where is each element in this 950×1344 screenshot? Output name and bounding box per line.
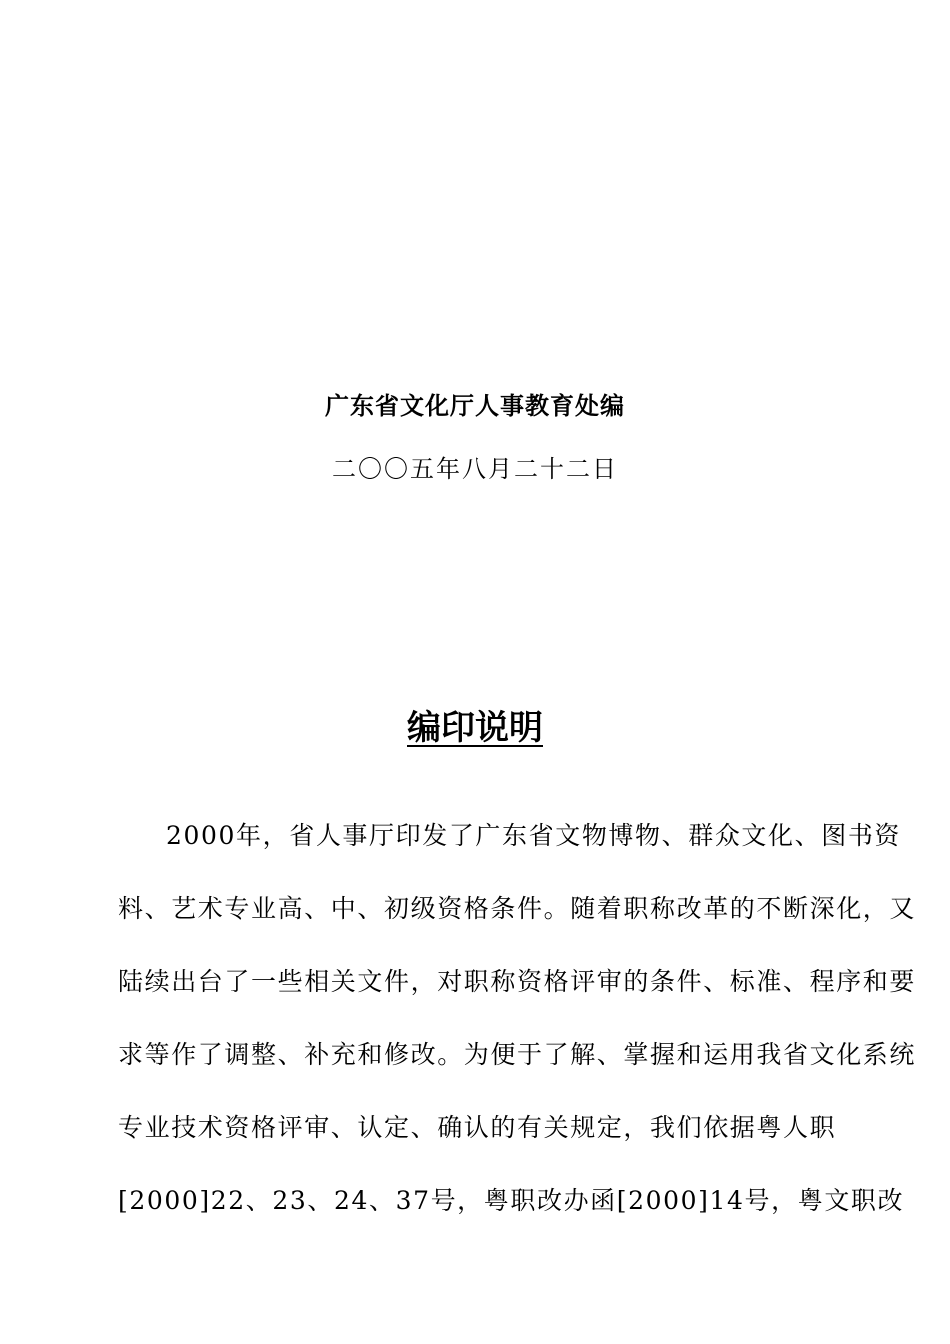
paragraph-line: 求等作了调整、补充和修改。为便于了解、掌握和运用我省文化系统 xyxy=(118,1040,917,1069)
publisher-line: 广东省文化厅人事教育处编 xyxy=(325,391,625,420)
paragraph-line: 陆续出台了一些相关文件，对职称资格评审的条件、标准、程序和要 xyxy=(118,967,917,996)
body-paragraph xyxy=(118,812,917,1250)
paragraph-line: 专业技术资格评审、认定、确认的有关规定，我们依据粤人职 xyxy=(118,1113,837,1142)
paragraph-line: 2000年，省人事厅印发了广东省文物博物、群众文化、图书资 xyxy=(166,821,902,850)
section-title-text: 编印说明 xyxy=(407,708,543,748)
section-title xyxy=(0,702,950,754)
paragraph-line: 料、艺术专业高、中、初级资格条件。随着职称改革的不断深化，又 xyxy=(118,894,917,923)
date-line: 二〇〇五年八月二十二日 xyxy=(332,455,618,483)
paragraph-line: [2000]22、23、24、37号，粤职改办函[2000]14号，粤文职改 xyxy=(118,1186,905,1215)
